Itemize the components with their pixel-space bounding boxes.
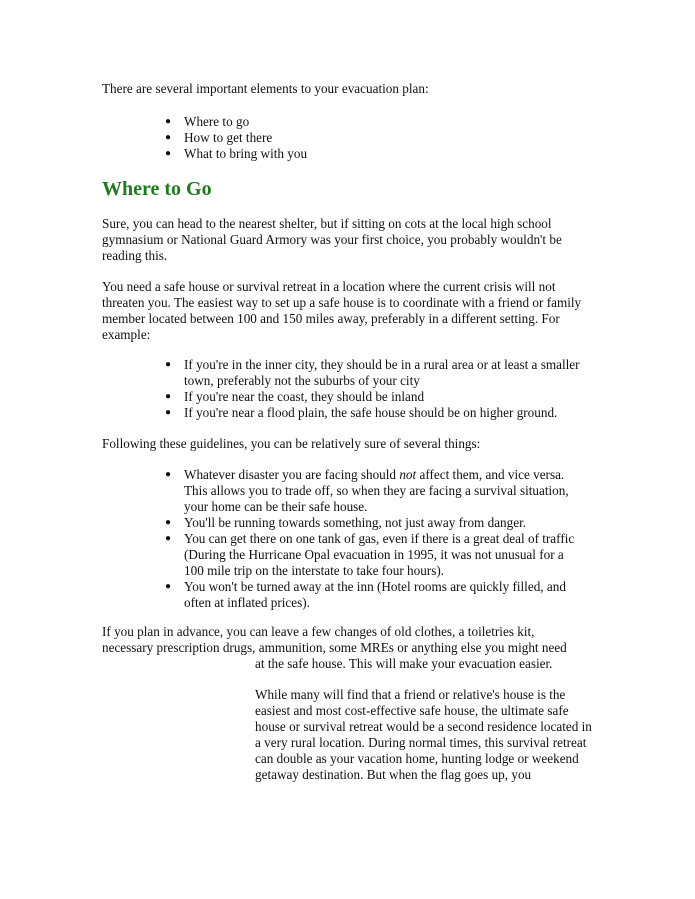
bullet-icon: ● <box>165 391 172 402</box>
bullet-icon: ● <box>165 359 172 370</box>
elements-list <box>165 114 585 162</box>
paragraph-2: You need a safe house or survival retreat in a location where the current crisis will not threaten you. The easiest way to set up a safe house is to coordinate with a friend or family member located between 100 and 150 miles away, preferably in a different setting. For example: <box>102 279 582 342</box>
list-item: ● How to get there <box>165 130 273 145</box>
intro-paragraph: There are several important elements to your evacuation plan: <box>102 81 429 96</box>
list-item: ● Whatever disaster you are facing should not affect them, and vice versa. This allows you to trade off, so when they are facing a survival situation, your home can be their safe house. <box>165 467 569 514</box>
list-item: ● You can get there on one tank of gas, even if there is a great deal of traffic (During the Hurricane Opal evacuation in 1995, it was not unusual for a 100 mile trip on the interstate to take four hours). <box>165 531 575 578</box>
bullet-icon: ● <box>165 116 172 127</box>
section-heading: Where to Go <box>102 178 212 200</box>
bullet-icon: ● <box>165 407 172 418</box>
bullet-icon: ● <box>165 132 172 143</box>
bullet-icon: ● <box>165 533 172 544</box>
list-item: ● What to bring with you <box>165 146 308 161</box>
list-item: ● You won't be turned away at the inn (Hotel rooms are quickly filled, and often at inflated prices). <box>165 579 566 610</box>
paragraph-1: Sure, you can head to the nearest shelter, but if sitting on cots at the local high school gymnasium or National Guard Armory was your first choice, you probably wouldn't be reading this. <box>102 216 562 263</box>
paragraph-3: Following these guidelines, you can be relatively sure of several things: <box>102 436 481 451</box>
list-item: ● Where to go <box>165 114 250 129</box>
bullet-icon: ● <box>165 581 172 592</box>
benefits-list <box>165 467 585 611</box>
paragraph-4: If you plan in advance, you can leave a few changes of old clothes, a toiletries kit, necessary prescription drugs, ammunition, some MREs or anything else you might need at the safe house. This will make your evacuation easier. <box>102 624 567 671</box>
paragraph-5: While many will find that a friend or relative's house is the easiest and most cost-effective safe house, the ultimate safe house or survival retreat would be a second residence located in a very rural location. During normal times, this survival retreat can double as your vacation home, hunting lodge or weekend getaway destination. But when the flag goes up, you <box>255 687 592 782</box>
bullet-icon: ● <box>165 148 172 159</box>
list-item: ● If you're near a flood plain, the safe house should be on higher ground. <box>165 405 558 420</box>
list-item: ● If you're in the inner city, they should be in a rural area or at least a smaller town, preferably not the suburbs of your city <box>165 357 580 388</box>
bullet-icon: ● <box>165 469 172 480</box>
list-item: ● If you're near the coast, they should be inland <box>165 389 425 404</box>
bullet-icon: ● <box>165 517 172 528</box>
list-item: ● You'll be running towards something, not just away from danger. <box>165 515 527 530</box>
examples-list <box>165 357 585 421</box>
